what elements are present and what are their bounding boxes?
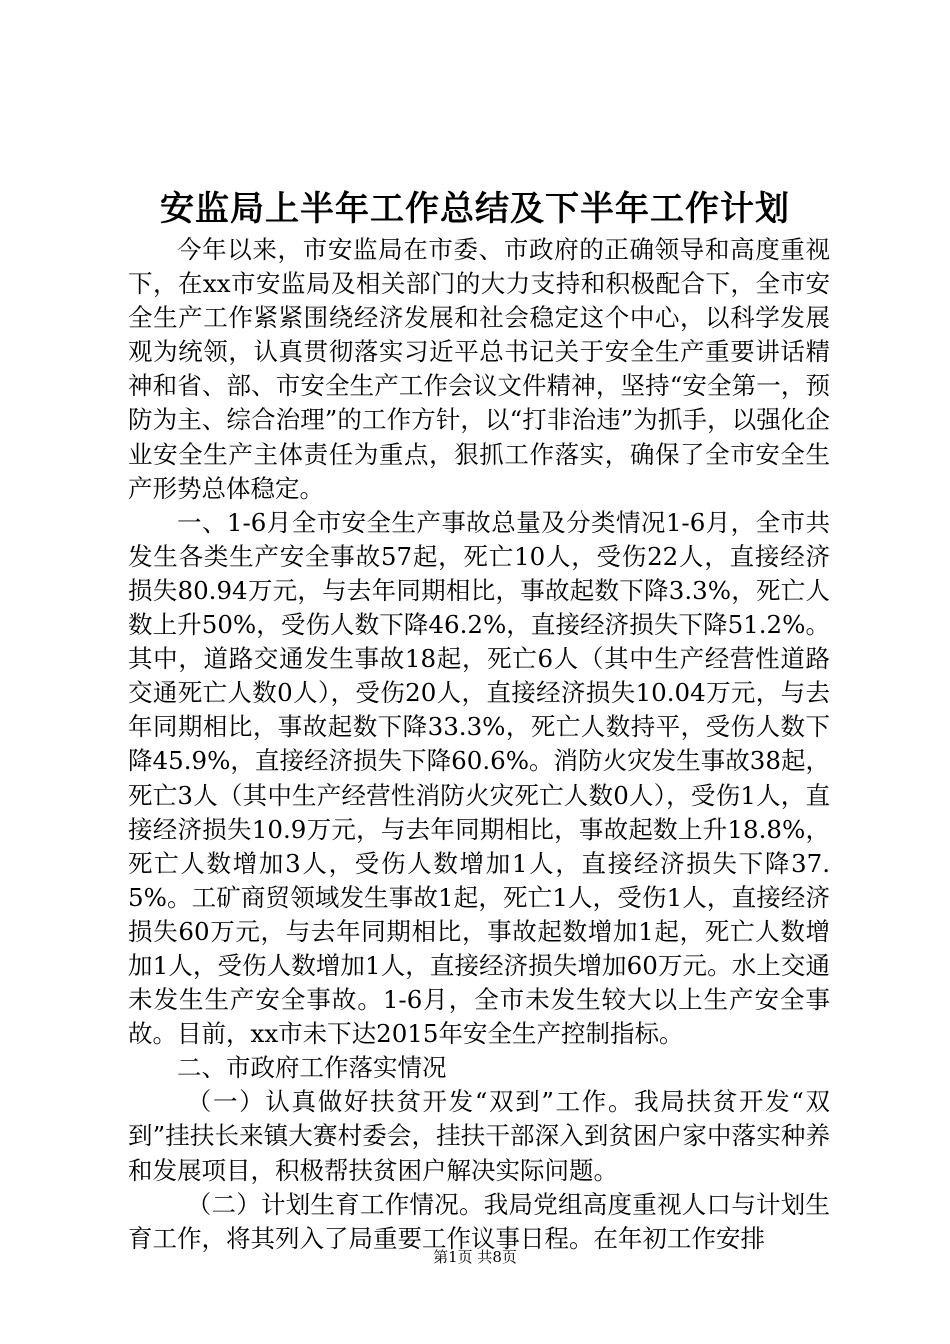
page-number-footer: 第1页 共8页 <box>433 1248 517 1266</box>
paragraph-poverty-work: （一）认真做好扶贫开发“双到”工作。我局扶贫开发“双到”挂扶长来镇大赛村委会，挂扶干部深入到贫困户家中落实种养和发展项目，积极帮扶贫困户解决实际问题。 <box>128 1087 830 1185</box>
document-title: 安监局上半年工作总结及下半年工作计划 <box>160 189 790 229</box>
paragraph-accident-stats: 一、1-6月全市安全生产事故总量及分类情况1-6月，全市共发生各类生产安全事故57起，死亡10人，受伤22人，直接经济损失80.94万元，与去年同期相比，事故起数下降3.3%，死亡人数上升50%，受伤人数下降46.2%，直接经济损失下降51.2%。其中，道路交通发生事故18起，死亡6人（其中生产经营性道路交通死亡人数0人），受伤20人，直接经济损失10.04万元，与去年同期相比，事故起数下降33.3%，死亡人数持平，受伤人数下降45.9%，直接经济损失下降60.6%。消防火灾发生事故38起，死亡3人（其中生产经营性消防火灾死亡人数0人），受伤1人，直接经济损失10.9万元，与去年同期相比，事故起数上升18.8%，死亡人数增加3人，受伤人数增加1人，直接经济损失下降37.5%。工矿商贸领域发生事故1起，死亡1人，受伤1人，直接经济损失60万元，与去年同期相比，事故起数增加1起，死亡人数增加1人，受伤人数增加1人，直接经济损失增加60万元。水上交通未发生生产安全事故。1-6月，全市未发生较大以上生产安全事故。目前，xx市未下达2015年安全生产控制指标。 <box>128 507 830 1049</box>
paragraph-intro: 今年以来，市安监局在市委、市政府的正确领导和高度重视下，在xx市安监局及相关部门的大力支持和积极配合下，全市安全生产工作紧紧围绕经济发展和社会稳定这个中心，以科学发展观为统领，认真贯彻落实习近平总书记关于安全生产重要讲话精神和省、部、市安全生产工作会议文件精神，坚持“安全第一，预防为主、综合治理”的工作方针，以“打非治违”为抓手，以强化企业安全生产主体责任为重点，狠抓工作落实，确保了全市安全生产形势总体稳定。 <box>128 235 830 503</box>
paragraph-section-heading: 二、市政府工作落实情况 <box>177 1053 447 1083</box>
paragraph-family-planning: （二）计划生育工作情况。我局党组高度重视人口与计划生育工作，将其列入了局重要工作议事日程。在年初工作安排 <box>128 1189 830 1253</box>
document-body <box>128 233 830 1256</box>
